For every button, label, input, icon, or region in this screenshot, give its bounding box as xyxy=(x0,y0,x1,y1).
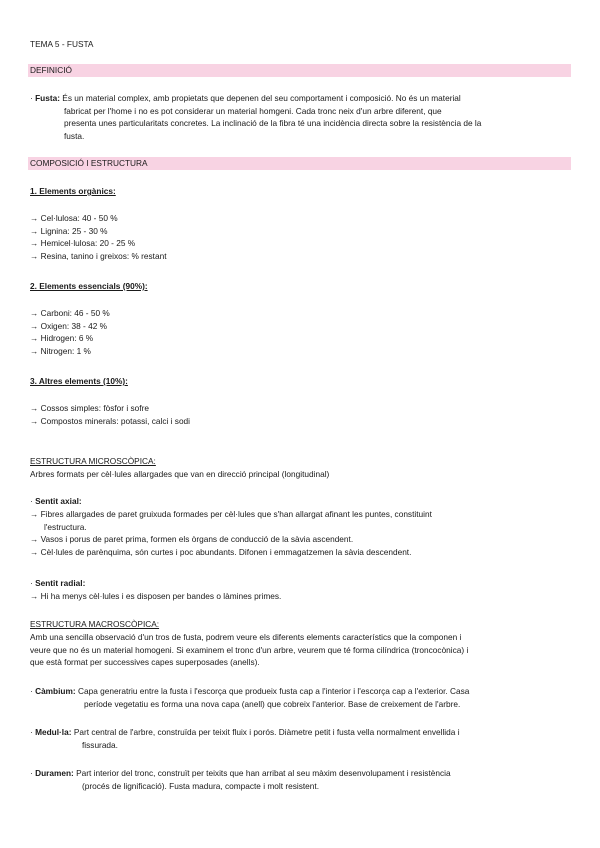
fusta-line: fabricat per l'home i no es pot considerar un material homgeni. Cada tronc neix d'un arbre diferent, que xyxy=(64,105,442,116)
list-item: → Resina, tanino i greixos: % restant xyxy=(30,250,167,261)
fusta-line: presenta unes particularitats concretes. La inclinació de la fibra té una incidència directa sobre la resistència de la xyxy=(64,118,482,128)
axial-list xyxy=(30,508,575,558)
axial-heading: Sentit axial: xyxy=(35,496,82,506)
fusta-term: Fusta: xyxy=(35,93,60,103)
list-item: → Compostos minerals: potassi, calci i sodi xyxy=(30,415,191,426)
list-item: → Cossos simples: fòsfor i sofre xyxy=(30,403,149,413)
organics-list xyxy=(30,212,167,262)
list-item: → Hi ha menys cèl·lules i es disposen per bandes o làmines primes. xyxy=(30,591,282,601)
document-title: TEMA 5 - FUSTA xyxy=(30,39,94,49)
medula-term: Medul·la: xyxy=(35,727,72,737)
list-item: → Fibres allargades de paret gruixuda formades per cèl·lules que s'han allargat afinant les puntes, constituint xyxy=(30,509,432,519)
list-item-continuation: l'estructura. xyxy=(44,521,87,532)
essencials-heading: 2. Elements essencials (90%): xyxy=(30,281,148,291)
macro-intro: Amb una sencilla observació d'un tros de fusta, podrem veure els diferents elements característics que la componen i veure que no és un material homogeni. Si examinem el tronc d'un arbre, veurem que té forma cilíndrica (troncocònica) i que està format per successives capes superposades (anells). xyxy=(30,632,469,667)
list-item: → Hemicel·lulosa: 20 - 25 % xyxy=(30,238,136,248)
section-band-composicio xyxy=(28,157,571,170)
radial-heading: Sentit radial: xyxy=(35,578,86,588)
list-item: → Vasos i porus de paret prima, formen els òrgans de conducció de la sàvia ascendent. xyxy=(30,534,354,544)
fusta-definition xyxy=(30,92,575,142)
macro-heading: ESTRUCTURA MACROSCÒPICA: xyxy=(30,619,160,629)
medula-definition: · Medul·la: Part central de l'arbre, construïda per teixit fluix i porós. Diàmetre petit i fusta vella normalment envellida i fissurada. xyxy=(30,727,460,750)
essencials-list xyxy=(30,307,110,357)
section-band-definicio xyxy=(28,64,571,77)
duramen-term: Duramen: xyxy=(35,768,74,778)
altres-heading: 3. Altres elements (10%): xyxy=(30,376,128,386)
micro-heading: ESTRUCTURA MICROSCÒPICA: xyxy=(30,456,156,466)
list-item: → Oxigen: 38 - 42 % xyxy=(30,320,108,331)
cambium-definition: · Càmbium: Capa generatriu entre la fusta i l'escorça que produeix fusta cap a l'interior i l'escorça cap a l'exterior. Casa període vegetatiu es forma una nova capa (anell) que cobreix l'anterior. Base de creixement de l'arbre. xyxy=(30,686,470,709)
list-item: → Carboni: 46 - 50 % xyxy=(30,308,110,318)
list-item: → Cèl·lules de parènquima, són curtes i poc abundants. Difonen i emmagatzemen la sàvia descendent. xyxy=(30,546,412,557)
bullet: · xyxy=(30,93,33,103)
fusta-line: És un material complex, amb propietats que depenen del seu comportament i composició. No és un material xyxy=(62,93,461,103)
fusta-line: fusta. xyxy=(64,130,85,141)
axial-heading-row: · Sentit axial: xyxy=(30,496,82,506)
list-item: → Hidrogen: 6 % xyxy=(30,333,94,343)
cambium-term: Càmbium: xyxy=(35,686,76,696)
radial-heading-row: · Sentit radial: xyxy=(30,578,86,588)
organics-heading: 1. Elements orgànics: xyxy=(30,186,116,196)
altres-list xyxy=(30,402,190,427)
section-heading-definicio: DEFINICIÓ xyxy=(30,65,72,75)
list-item: → Cel·lulosa: 40 - 50 % xyxy=(30,213,118,223)
duramen-definition: · Duramen: Part interior del tronc, construït per teixits que han arribat al seu màxim desenvolupament i resistència (procés de lignificació). Fusta madura, compacte i molt resistent. xyxy=(30,768,451,791)
list-item: → Lignina: 25 - 30 % xyxy=(30,225,108,236)
section-heading-composicio: COMPOSICIÓ I ESTRUCTURA xyxy=(30,158,148,168)
micro-intro: Arbres formats per cèl·lules allargades que van en direcció principal (longitudinal) xyxy=(30,469,330,479)
list-item: → Nitrogen: 1 % xyxy=(30,345,91,356)
